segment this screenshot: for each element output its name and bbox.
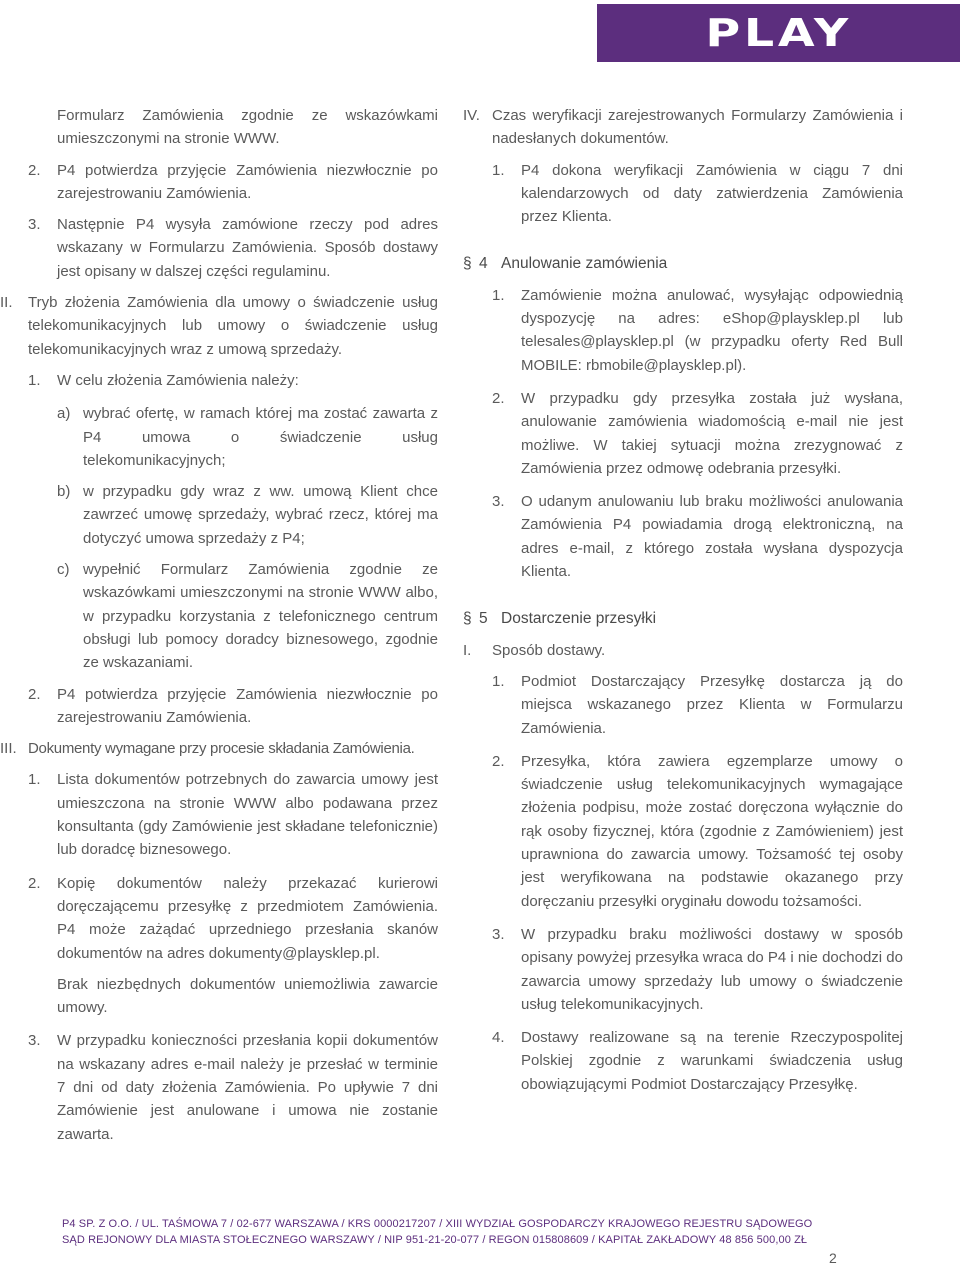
list-item: 4. Dostawy realizowane są na terenie Rzeczypospolitej Polskiej zgodnie z warunkami świadczenia usług obowiązującymi Podmiot Dostarczający Przesyłkę. <box>492 1029 903 1093</box>
list-item: 3. O udanym anulowaniu lub braku możliwości anulowania Zamówienia P4 powiadamia drogą elektroniczną, na adres e-mail, z którego została wysłana dyspozycja Klienta. <box>492 493 903 581</box>
section-iv-text: Czas weryfikacji zarejestrowanych Formularzy Zamówienia i nadesłanych dokumentów. <box>492 107 903 148</box>
list-item: 2. Przesyłka, która zawiera egzemplarze umowy o świadczenie usług telekomunikacyjnych wymagające złożenia podpisu, może zostać doręczona wyłącznie do rąk osoby fizycznej, która (zgodnie z Zamówieniem) jest uprawniona do zawarcia umowy. Tożsamość tej osoby jest weryfikowana na podstawie okazanego przy doręczaniu przesyłki oryginału dowodu tożsamości. <box>492 752 903 910</box>
sub-list-item: b) w przypadku gdy wraz z ww. umową Klient chce zawrzeć umowę sprzedaży, wybrać rzecz, której ma dotyczyć umowa sprzedaży z P4; <box>57 483 438 547</box>
left-column <box>0 104 438 1146</box>
right-column <box>463 104 903 1096</box>
list-item: 3. W przypadku braku możliwości dostawy w sposób opisany powyżej przesyłka wraca do P4 i nie dochodzi do zawarcia umowy sprzedaży lub umowy o świadczenie usług telekomunikacyjnych. <box>492 925 903 1013</box>
page-number: 2 <box>829 1250 837 1266</box>
list-item: 1. Podmiot Dostarczający Przesyłkę dostarcza ją do miejsca wskazanego przez Klienta w Formularzu Zamówienia. <box>492 672 903 737</box>
sub-list-item: a) wybrać ofertę, w ramach której ma zostać zawarta z P4 umowa o świadczenie usług telekomunikacyjnych; <box>57 405 438 469</box>
list-item: 1. Lista dokumentów potrzebnych do zawarcia umowy jest umieszczona na stronie WWW albo podawana przez konsultanta (gdy Zamówienie jest składane telefonicznie) lub doradcę biznesowego. <box>28 771 438 859</box>
list-item: 2. Kopię dokumentów należy przekazać kurierowi doręczającemu przesyłkę z przedmiotem Zamówienia. P4 może zażądać uprzedniego przesłania skanów dokumentów na adres dokumenty@playsklep.pl. <box>28 874 438 962</box>
section-sign-icon: § <box>463 610 472 628</box>
list-item: 3. Następnie P4 wysyła zamówione rzeczy pod adres wskazany w Formularzu Zamówienia. Sposób dostawy jest opisany w dalszej części regulaminu. <box>28 216 438 280</box>
section-iii: III. Dokumenty wymagane przy procesie składania Zamówienia. <box>0 737 438 760</box>
section-iv: IV. Czas weryfikacji zarejestrowanych Formularzy Zamówienia i nadesłanych dokumentów. <box>463 104 903 151</box>
section-ii-text: Tryb złożenia Zamówienia dla umowy o świadczenie usług telekomunikacyjnych lub umowy o świadczenie usług telekomunikacyjnych wraz z umową sprzedaży. <box>28 294 438 358</box>
list-item: 1. W celu złożenia Zamówienia należy: <box>28 371 299 389</box>
paragraph-5-list <box>463 670 903 1096</box>
intro-text: Formularz Zamówienia zgodnie ze wskazówkami umieszczonymi na stronie WWW. <box>57 107 438 148</box>
section-iii-text: Dokumenty wymagane przy procesie składania Zamówienia. <box>28 740 415 758</box>
footer-line-2: SĄD REJONOWY DLA MIASTA STOŁECZNEGO WARSZAWY / NIP 951-21-20-077 / REGON 015808609 / KAPITAŁ ZAKŁADOWY 48 856 500,00 ZŁ <box>62 1234 808 1246</box>
sub-section-i: I. Sposób dostawy. <box>463 641 606 659</box>
footer-line-1: P4 SP. Z O.O. / UL. TAŚMOWA 7 / 02-677 WARSZAWA / KRS 0000217207 / XIII WYDZIAŁ GOSPODARCZY KRAJOWEGO REJESTRU SĄDOWEGO <box>62 1218 813 1230</box>
list-item: 2. W przypadku gdy przesyłka została już wysłana, anulowanie zamówienia wiadomością e-mail nie jest możliwe. W takiej sytuacji można zrezygnować z Zamówienia przez odmowę odebrania przesyłki. <box>492 389 903 477</box>
paragraph-4-heading: § 4 Anulowanie zamówienia <box>463 252 903 275</box>
paragraph-5-heading: § 5 Dostarczenie przesyłki <box>463 607 903 630</box>
paragraph-4-list <box>463 284 903 584</box>
sub-list-item: c) wypełnić Formularz Zamówienia zgodnie ze wskazówkami umieszczonymi na stronie WWW albo, w przypadku korzystania z telefonicznego centrum obsługi lub pomocy doradcy biznesowego, zgodnie ze wskazaniami. <box>57 561 438 672</box>
section-sign-icon: § <box>463 255 472 273</box>
list-item-continuation: Brak niezbędnych dokumentów uniemożliwia zawarcie umowy. <box>57 975 438 1017</box>
section-ii: II. Tryb złożenia Zamówienia dla umowy o świadczenie usług telekomunikacyjnych lub umowy o świadczenie usług telekomunikacyjnych wraz z umową sprzedaży. <box>0 291 438 361</box>
sub-list <box>28 402 438 674</box>
list-item: 2. P4 potwierdza przyjęcie Zamówienia niezwłocznie po zarejestrowaniu Zamówienia. <box>28 161 438 202</box>
paragraph-4-title: Anulowanie zamówienia <box>501 255 668 273</box>
paragraph-5-title: Dostarczenie przesyłki <box>501 610 657 628</box>
intro-continuation <box>28 104 438 151</box>
list-item: 2. P4 potwierdza przyjęcie Zamówienia niezwłocznie po zarejestrowaniu Zamówienia. <box>28 685 438 726</box>
list-item: 1. P4 dokona weryfikacji Zamówienia w ciągu 7 dni kalendarzowych od daty zatwierdzenia Zamówienia przez Klienta. <box>492 161 903 226</box>
company-footer <box>62 1216 812 1248</box>
play-logo <box>597 4 960 62</box>
logo-text: PLAY <box>705 11 852 55</box>
list-item: 3. W przypadku konieczności przesłania kopii dokumentów na wskazany adres e-mail należy je przesłać w terminie 7 dni od daty złożenia Zamówienia. Po upływie 7 dni Zamówienie jest anulowane i umowa nie zostanie zawarta. <box>28 1032 438 1143</box>
list-item: 1. Zamówienie można anulować, wysyłając odpowiednią dyspozycję na adres: eShop@playsklep.pl lub telesales@playsklep.pl (w przypadku oferty Red Bull MOBILE: rbmobile@playsklep.pl). <box>492 286 903 374</box>
